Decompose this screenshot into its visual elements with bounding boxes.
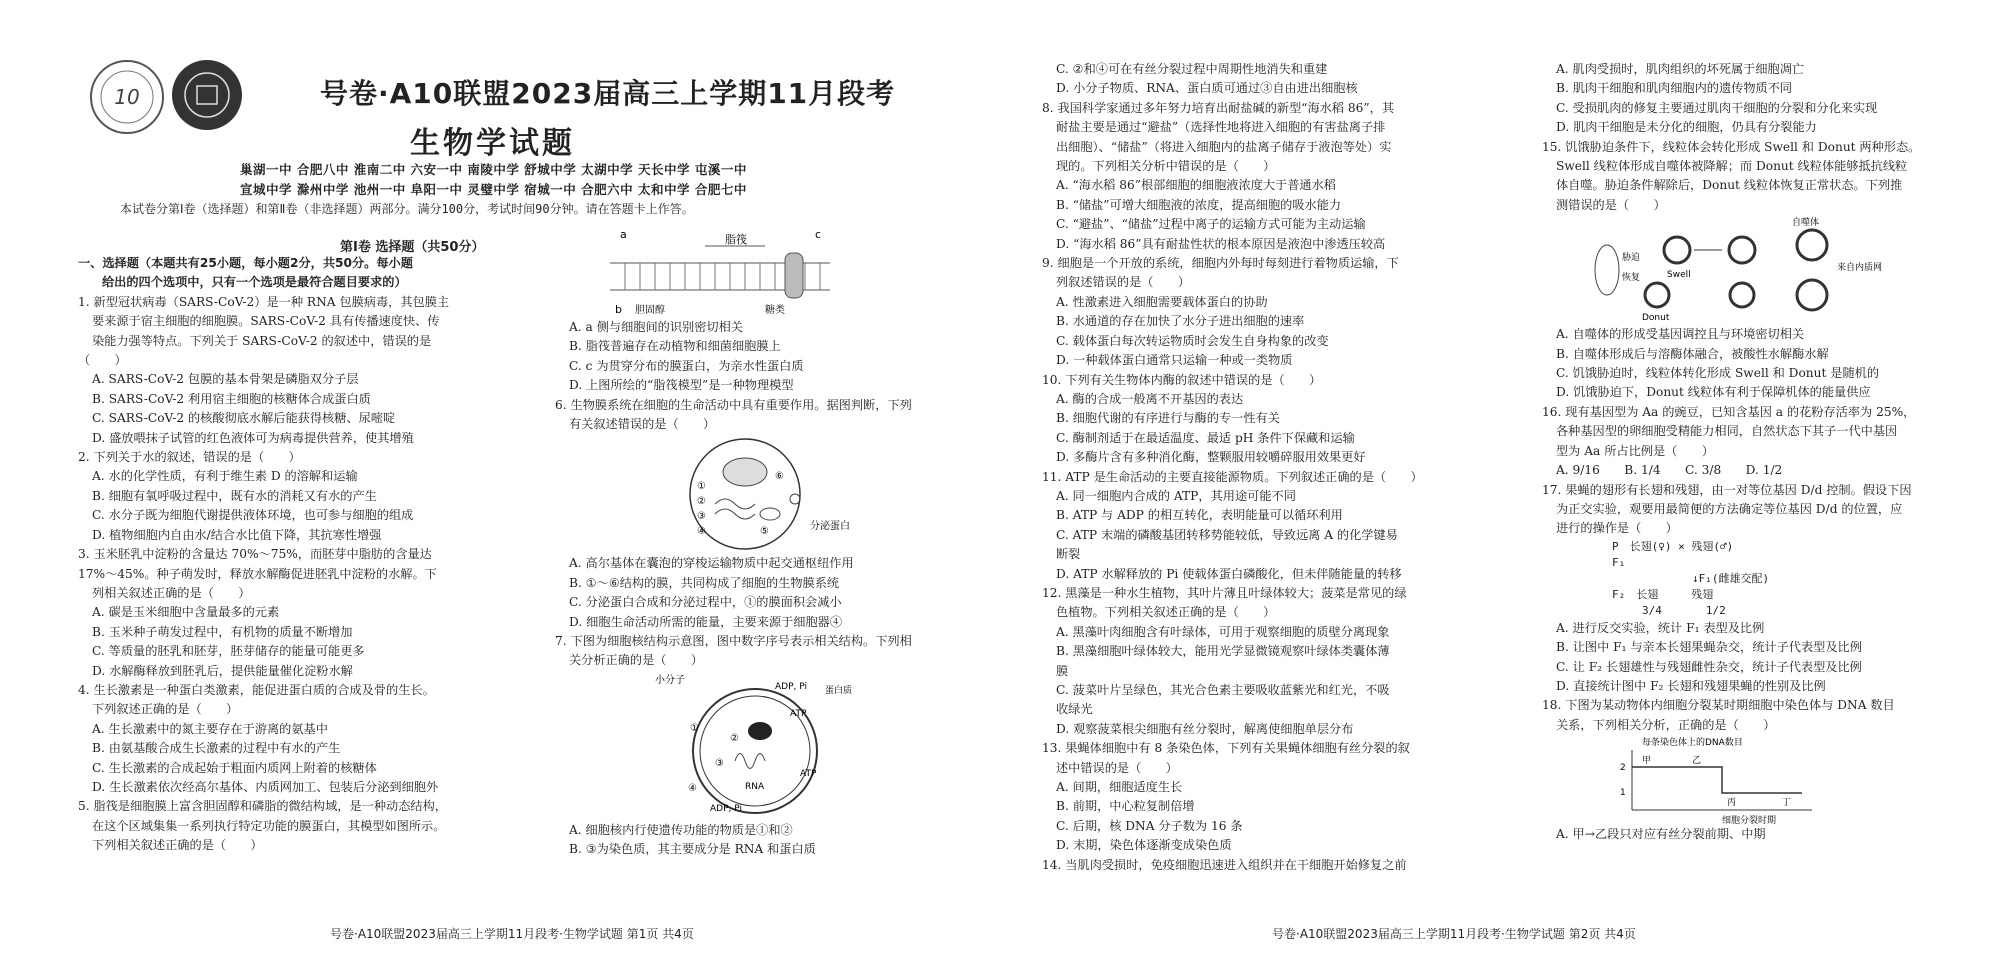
answer-option: C. 水分子既为细胞代谢提供液体环境，也可参与细胞的组成: [92, 508, 414, 523]
question-text: 测错误的是（ ）: [1556, 197, 1666, 212]
question-text: 17%～45%。种子萌发时，释放水解酶促进胚乳中淀粉的水解。下: [78, 566, 437, 581]
question-list: [555, 554, 975, 670]
fig-label: 蛋白质: [825, 685, 853, 696]
answer-option: D. 水解酶释放到胚乳后，提供能量催化淀粉水解: [92, 663, 353, 678]
answer-option: A. 甲→乙段只对应有丝分裂前期、中期: [1556, 827, 1766, 842]
question-text: 色植物。下列相关叙述正确的是（ ）: [1056, 605, 1276, 620]
answer-option: C. c 为贯穿分布的膜蛋白，为亲水性蛋白质: [569, 358, 804, 373]
answer-option: B. 细胞有氧呼吸过程中，既有水的消耗又有水的产生: [92, 488, 377, 503]
answer-option: D. 饥饿胁迫下，Donut 线粒体有利于保障机体的能量供应: [1556, 385, 1871, 400]
fig-label: ③: [697, 511, 706, 523]
answer-option: B. 自噬体形成后与溶酶体融合，被酸性水解酶水解: [1556, 346, 1829, 361]
answer-option: D. 生长激素依次经高尔基体、内质网加工、包装后分泌到细胞外: [92, 779, 439, 794]
mitochondria-figure: [1582, 215, 1902, 325]
lipid-raft-figure: [605, 228, 835, 318]
answer-option: B. 让图中 F₁ 与亲本长翅果蝇杂交，统计子代表型及比例: [1556, 640, 1862, 655]
fig-label: ①: [697, 481, 706, 493]
question-list: [1542, 825, 1982, 844]
question-text: 膜: [1056, 663, 1069, 678]
question-text: 耐盐主要是通过“避盐”（选择性地将进入细胞的有害盐离子排: [1056, 120, 1386, 135]
fig-label: ATP: [800, 768, 817, 779]
nucleus-structure-figure: [650, 671, 890, 821]
answer-option: A. a 侧与细胞间的识别密切相关: [569, 320, 743, 334]
fig-label: ③: [715, 757, 724, 769]
answer-option: C. 受损肌肉的修复主要通过肌肉干细胞的分裂和分化来实现: [1556, 100, 1878, 115]
exam-notice: 本试卷分第Ⅰ卷（选择题）和第Ⅱ卷（非选择题）两部分。满分100分，考试时间90分钟。请在答题卡上作答。: [120, 202, 694, 216]
cell-membrane-system-figure: [675, 434, 895, 554]
svg-text:10: 10: [114, 85, 140, 109]
question-text: 现的。下列相关分析中错误的是（ ）: [1056, 159, 1276, 174]
question-text: 列相关叙述正确的是（ ）: [92, 585, 251, 600]
question-text: 8. 我国科学家通过多年努力培育出耐盐碱的新型“海水稻 86”，其: [1042, 100, 1395, 115]
answer-option: B. 脂筏普遍存在动植物和细菌细胞膜上: [569, 339, 781, 354]
answer-option: C. 酶制剂适于在最适温度、最适 pH 条件下保藏和运输: [1056, 430, 1355, 445]
question-text: 染能力强等特点。下列关于 SARS-CoV-2 的叙述中，错误的是: [92, 333, 432, 348]
fig-label: 脂筏: [725, 233, 747, 246]
question-text: 17. 果蝇的翅形有长翅和残翅，由一对等位基因 D/d 控制。假设下因: [1542, 482, 1912, 497]
answer-option: C. 等质量的胚乳和胚芽，胚芽储存的能量可能更多: [92, 644, 365, 659]
fig-label: ①: [690, 722, 699, 734]
fig-label: Swell: [1667, 270, 1691, 281]
alliance-seal-icon: [92, 62, 162, 132]
question-list: [1042, 60, 1472, 875]
answer-option: A. 高尔基体在囊泡的穿梭运输物质中起交通枢纽作用: [569, 556, 854, 571]
answer-option: A. 生长激素中的氮主要存在于游离的氨基中: [92, 721, 328, 736]
answer-option: D. ATP 水解释放的 Pi 使载体蛋白磷酸化，但未伴随能量的转移: [1056, 566, 1402, 581]
answer-option: A. “海水稻 86”根部细胞的细胞液浓度大于普通水稻: [1056, 178, 1336, 193]
answer-option: C. 分泌蛋白合成和分泌过程中，①的膜面积会减小: [569, 595, 842, 610]
answer-option: C. SARS-CoV-2 的核酸彻底水解后能获得核糖、尿嘧啶: [92, 411, 396, 426]
question-text: 5. 脂筏是细胞膜上富含胆固醇和磷脂的微结构域，是一种动态结构，: [78, 799, 447, 814]
question-text: 要来源于宿主细胞的细胞膜。SARS-CoV-2 具有传播速度快、传: [92, 314, 440, 329]
fig-label: 胁迫: [1622, 253, 1641, 264]
alliance-logo: [90, 60, 164, 134]
answer-option: C. 饥饿胁迫时，线粒体转化形成 Swell 和 Donut 是随机的: [1556, 366, 1880, 381]
answer-option: A. 进行反交实验，统计 F₁ 表型及比例: [1556, 620, 1765, 635]
column-3: [1042, 60, 1472, 875]
answer-option: D. 上图所绘的“脂筏模型”是一种物理模型: [569, 378, 794, 393]
fig-label: ATP: [790, 708, 807, 719]
answer-option: D. 一种载体蛋白通常只运输一种或一类物质: [1056, 353, 1293, 368]
answer-option: C. 后期，核 DNA 分子数为 16 条: [1056, 818, 1243, 833]
question-text: Swell 线粒体形成自噬体被降解；而 Donut 线粒体能够抵抗线粒: [1556, 159, 1908, 174]
fig-label: ADP, Pi: [710, 803, 742, 814]
fig-label: ②: [697, 496, 706, 508]
footer-text: 号卷·A10联盟2023届高三上学期11月段考·生物学试题 第2页 共4页: [1272, 927, 1636, 941]
question-text: 列叙述错误的是（ ）: [1056, 275, 1191, 290]
publisher-seal-icon: [172, 60, 242, 130]
cross-diagram: [1612, 539, 1982, 619]
cross-f2: F₂ 长翅 残翅: [1612, 587, 1714, 601]
answer-option: B. ③为染色质，其主要成分是 RNA 和蛋白质: [569, 842, 816, 857]
publisher-logo: [172, 60, 242, 130]
question-text: 14. 当肌肉受损时，免疫细胞迅速进入组织并在干细胞开始修复之前: [1042, 857, 1407, 872]
cross-f1-mating: ↓F₁(雌雄交配): [1692, 571, 1770, 585]
fig-label: 糖类: [765, 305, 785, 316]
answer-option: A. 肌肉受损时，肌肉组织的坏死属于细胞凋亡: [1556, 62, 1805, 76]
answer-option: D. 植物细胞内自由水/结合水比值下降，其抗寒性增强: [92, 527, 382, 542]
answer-option: D. 末期，染色体逐渐变成染色质: [1056, 838, 1232, 853]
fig-label: b: [615, 303, 622, 316]
question-text: 出细胞）、“储盐”（将进入细胞内的盐离子储存于液泡等处）实: [1056, 139, 1392, 154]
curve-label: 乙: [1692, 756, 1702, 767]
axis-label: 每条染色体上的DNA数目: [1642, 738, 1743, 749]
fig-label: ②: [730, 732, 739, 744]
question-text: 12. 黑藻是一种水生植物，其叶片薄且叶绿体较大；菠菜是常见的绿: [1042, 585, 1407, 600]
fig-label: Donut: [1642, 313, 1670, 324]
question-text: （ ）: [78, 353, 127, 368]
answer-option: D. 肌肉干细胞是未分化的细胞，仍具有分裂能力: [1556, 120, 1817, 135]
page-footer-2: [1272, 925, 1636, 942]
footer-text: 号卷·A10联盟2023届高三上学期11月段考·生物学试题 第1页 共4页: [330, 927, 694, 941]
answer-option: B. 水通道的存在加快了水分子进出细胞的速率: [1056, 314, 1305, 329]
answer-option: B. 由氨基酸合成生长激素的过程中有水的产生: [92, 741, 341, 756]
fig-label: ADP, Pi: [775, 681, 807, 692]
fig-label: 自噬体: [1792, 218, 1820, 229]
question-list: [1542, 60, 1982, 215]
exam-page-2: [1002, 0, 2004, 964]
question-text: 型为 Aa 所占比例是（ ）: [1556, 443, 1714, 458]
answer-option: C. 让 F₂ 长翅雄性与残翅雌性杂交，统计子代表型及比例: [1556, 659, 1862, 674]
answer-option: A. 酶的合成一般离不开基因的表达: [1056, 391, 1244, 406]
fig-label: 分泌蛋白: [810, 521, 850, 533]
exam-subject: 生物学试题: [410, 126, 575, 161]
cross-f1: F₁: [1612, 555, 1626, 569]
column-1: [78, 254, 530, 856]
question-text: 收绿光: [1056, 702, 1093, 717]
answer-option: A. 同一细胞内合成的 ATP，其用途可能不同: [1056, 488, 1296, 503]
answer-option: D. 多酶片含有多种消化酶，整颗服用较嚼碎服用效果更好: [1056, 450, 1366, 465]
question-text: 下列相关叙述正确的是（ ）: [92, 838, 263, 853]
section-instruction: 一、选择题（本题共有25小题，每小题2分，共50分。每小题: [78, 256, 413, 270]
answer-option: B. 黑藻细胞叶绿体较大，能用光学显微镜观察叶绿体类囊体薄: [1056, 644, 1390, 659]
answer-option: D. 小分子物质、RNA、蛋白质可通过③自由进出细胞核: [1056, 81, 1358, 96]
question-text: 进行的操作是（ ）: [1556, 521, 1678, 536]
column-2: [555, 228, 975, 860]
question-text: 6. 生物膜系统在细胞的生命活动中具有重要作用。据图判断，下列: [555, 397, 912, 412]
fig-label: c: [815, 228, 822, 241]
question-text: 断裂: [1056, 547, 1081, 562]
question-text: 述中错误的是（ ）: [1056, 760, 1178, 775]
question-text: 1. 新型冠状病毒（SARS-CoV-2）是一种 RNA 包膜病毒，其包膜主: [78, 294, 450, 309]
answer-option: D. 盛放喂抹子试管的红色液体可为病毒提供营养，使其增殖: [92, 430, 414, 445]
dna-ratio-graph: [1612, 735, 1872, 825]
question-text: 9. 细胞是一个开放的系统，细胞内外每时每刻进行着物质运输，下: [1042, 256, 1399, 271]
schools-row-1: 巢湖一中 合肥八中 淮南二中 六安一中 南陵中学 舒城中学 太湖中学 天长中学 屯溪一中: [240, 162, 747, 177]
curve-label: 丁: [1782, 798, 1792, 809]
question-list: [555, 318, 975, 434]
answer-option: D. 细胞生命活动所需的能量，主要来源于细胞器④: [569, 614, 843, 629]
answer-option: A. 9/16 B. 1/4 C. 3/8 D. 1/2: [1556, 463, 1783, 478]
question-text: 18. 下图为某动物体内细胞分裂某时期细胞中染色体与 DNA 数目: [1542, 698, 1895, 713]
question-text: 13. 果蝇体细胞中有 8 条染色体，下列有关果蝇体细胞有丝分裂的叙: [1042, 741, 1410, 756]
question-text: 3. 玉米胚乳中淀粉的含量达 70%～75%，而胚芽中脂肪的含量达: [78, 547, 432, 562]
answer-option: A. 细胞核内行使遗传功能的物质是①和②: [569, 822, 793, 837]
question-text: 关分析正确的是（ ）: [569, 653, 704, 668]
answer-option: C. “避盐”、“储盐”过程中离子的运输方式可能为主动运输: [1056, 217, 1366, 232]
question-list: [555, 821, 975, 860]
question-text: 有关叙述错误的是（ ）: [569, 417, 716, 432]
exam-title: 号卷·A10联盟2023届高三上学期11月段考: [320, 77, 896, 110]
axis-tick: 2: [1620, 763, 1626, 774]
fig-label: 小分子: [655, 674, 685, 686]
answer-option: B. 肌肉干细胞和肌肉细胞内的遗传物质不同: [1556, 81, 1793, 96]
fig-label: ④: [688, 782, 697, 794]
answer-option: D. “海水稻 86”具有耐盐性状的根本原因是液泡中渗透压较高: [1056, 236, 1386, 251]
question-text: 关系，下列相关分析，正确的是（ ）: [1556, 717, 1776, 732]
answer-option: C. ATP 末端的磷酸基团转移势能较低，导致远离 A 的化学键易: [1056, 527, 1398, 542]
answer-option: A. 自噬体的形成受基因调控且与环境密切相关: [1556, 327, 1805, 342]
fig-label: a: [620, 228, 627, 241]
question-text: 体自噬。胁迫条件解除后，Donut 线粒体恢复正常状态。下列推: [1556, 178, 1903, 193]
fig-label: RNA: [745, 781, 765, 792]
axis-label: 细胞分裂时期: [1722, 816, 1777, 826]
answer-option: A. 性激素进入细胞需要载体蛋白的协助: [1056, 294, 1268, 309]
answer-option: B. 玉米种子萌发过程中，有机物的质量不断增加: [92, 624, 353, 639]
answer-option: C. 生长激素的合成起始于粗面内质网上附着的核糖体: [92, 760, 377, 775]
question-text: 15. 饥饿胁迫条件下，线粒体会转化形成 Swell 和 Donut 两种形态。: [1542, 139, 1921, 154]
question-text: 2. 下列关于水的叙述，错误的是（ ）: [78, 450, 301, 465]
question-list: [1542, 325, 1982, 538]
fig-label: 来自内质网: [1837, 263, 1883, 274]
question-text: 16. 现有基因型为 Aa 的豌豆，已知含基因 a 的花粉存活率为 25%，: [1542, 404, 1916, 419]
section-1-title: 第Ⅰ卷 选择题（共50分）: [340, 240, 485, 255]
answer-option: B. 前期，中心粒复制倍增: [1056, 799, 1195, 814]
answer-option: D. 观察菠菜根尖细胞有丝分裂时，解离使细胞单层分布: [1056, 721, 1354, 736]
curve-label: 甲: [1642, 756, 1652, 767]
fig-label: 恢复: [1622, 273, 1641, 284]
answer-option: C. 菠菜叶片呈绿色，其光合色素主要吸收蓝紫光和红光，不吸: [1056, 683, 1390, 697]
question-text: 11. ATP 是生命活动的主要直接能源物质。下列叙述正确的是（ ）: [1042, 469, 1423, 484]
answer-option: A. SARS-CoV-2 包膜的基本骨架是磷脂双分子层: [92, 372, 359, 387]
question-text: 为正交实验，观要用最简便的方法确定等位基因 D/d 的位置，应: [1556, 501, 1903, 516]
page-footer-1: [330, 925, 694, 942]
answer-option: C. ②和④可在有丝分裂过程中周期性地消失和重建: [1056, 62, 1328, 76]
question-text: 各种基因型的卵细胞受精能力相同，自然状态下其子一代中基因: [1556, 424, 1898, 439]
question-list: [78, 293, 530, 856]
section-instruction: 给出的四个选项中，只有一个选项是最符合题目要求的）: [102, 275, 407, 290]
question-text: 4. 生长激素是一种蛋白类激素，能促进蛋白质的合成及骨的生长。: [78, 682, 435, 697]
fig-label: ④: [697, 526, 706, 538]
question-text: 在这个区域集集一系列执行特定功能的膜蛋白，其模型如图所示。: [92, 818, 446, 833]
axis-tick: 1: [1620, 788, 1626, 799]
question-text: 7. 下图为细胞核结构示意图，图中数字序号表示相关结构。下列相: [555, 634, 912, 649]
cross-ratio: 3/4 1/2: [1642, 603, 1726, 617]
column-4: [1542, 60, 1982, 845]
question-text: 10. 下列有关生物体内酶的叙述中错误的是（ ）: [1042, 372, 1322, 387]
fig-label: ⑥: [775, 471, 784, 483]
answer-option: B. ATP 与 ADP 的相互转化，表明能量可以循环利用: [1056, 508, 1343, 523]
question-text: 下列叙述正确的是（ ）: [92, 702, 239, 717]
answer-option: B. SARS-CoV-2 利用宿主细胞的核糖体合成蛋白质: [92, 391, 371, 406]
fig-label: ⑤: [760, 526, 769, 538]
question-list: [1542, 619, 1982, 735]
cross-parent: P 长翅(♀) × 残翅(♂): [1612, 539, 1734, 553]
answer-option: A. 黑藻叶肉细胞含有叶绿体，可用于观察细胞的质壁分离现象: [1056, 624, 1390, 639]
answer-option: B. 细胞代谢的有序进行与酶的专一性有关: [1056, 411, 1280, 426]
answer-option: D. 直接统计图中 F₂ 长翅和残翅果蝇的性别及比例: [1556, 678, 1826, 693]
answer-option: A. 碳是玉米细胞中含量最多的元素: [92, 605, 280, 620]
answer-option: A. 间期，细胞适度生长: [1056, 780, 1183, 795]
curve-label: 丙: [1727, 798, 1737, 809]
answer-option: B. “储盐”可增大细胞液的浓度，提高细胞的吸水能力: [1056, 197, 1342, 212]
schools-row-2: 宣城中学 滁州中学 池州一中 阜阳一中 灵璧中学 宿城一中 合肥六中 太和中学 合肥七中: [240, 182, 747, 197]
answer-option: A. 水的化学性质，有利于维生素 D 的溶解和运输: [92, 469, 358, 484]
fig-label: 胆固醇: [635, 305, 665, 316]
answer-option: C. 载体蛋白每次转运物质时会发生自身构象的改变: [1056, 333, 1329, 348]
answer-option: B. ①～⑥结构的膜，共同构成了细胞的生物膜系统: [569, 575, 840, 590]
